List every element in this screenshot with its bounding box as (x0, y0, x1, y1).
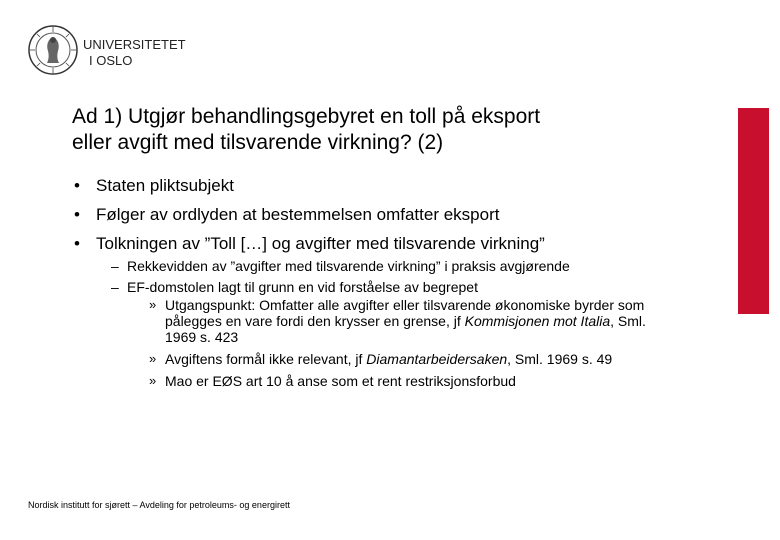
nested-text: , Sml. 1969 s. 423 (165, 313, 646, 345)
university-seal-icon (27, 24, 79, 76)
university-name (83, 37, 186, 69)
dash-marker: – (111, 258, 119, 274)
bullet-item: • Tolkningen av ”Toll […] og avgifter med tilsvarende virkning” (72, 229, 732, 258)
nested-bullet-item (149, 351, 671, 367)
chevron-marker: » (149, 373, 157, 388)
sub-bullet-item (111, 258, 671, 274)
nested-bullet-item (149, 297, 671, 345)
bullet-item: • Staten pliktsubjekt (72, 171, 732, 200)
slide-title (72, 104, 712, 156)
title-line1: Ad 1) Utgjør behandlingsgebyret en toll på eksport (72, 105, 541, 128)
nested-bullet-list (127, 297, 671, 389)
nested-text: , Sml. 1969 s. 49 (507, 351, 613, 367)
nested-text: Utgangspunkt: Omfatter alle avgifter eller tilsvarende økonomiske byrder som pålegges en vare fordi den krysser en grense, jf (165, 297, 645, 329)
slide-footer: Nordisk institutt for sjørett – Avdeling for petroleums- og energirett (28, 500, 290, 510)
case-name: Diamantarbeidersaken (366, 351, 508, 367)
university-name-line2: I OSLO (89, 53, 133, 68)
case-name: Kommisjonen mot Italia (464, 313, 611, 329)
chevron-marker: » (149, 351, 157, 366)
nested-text: Avgiftens formål ikke relevant, jf (165, 351, 367, 367)
nested-bullet-item (149, 373, 671, 389)
chevron-marker: » (149, 297, 157, 312)
title-line2: eller avgift med tilsvarende virkning? (2) (72, 131, 444, 154)
sub-bullet-item (111, 279, 671, 389)
nested-text: Mao er EØS art 10 å anse som et rent restriksjonsforbud (165, 373, 516, 389)
bullet-item: • Følger av ordlyden at bestemmelsen omfatter eksport (72, 200, 732, 229)
accent-bar (738, 108, 769, 314)
sub-bullet-list (111, 258, 671, 395)
bullet-list (72, 171, 732, 258)
sub-bullet-text: Rekkevidden av ”avgifter med tilsvarende virkning” i praksis avgjørende (127, 258, 570, 274)
dash-marker: – (111, 279, 119, 295)
university-name-line1: UNIVERSITETET (83, 37, 186, 52)
sub-bullet-text: EF-domstolen lagt til grunn en vid forståelse av begrepet (127, 279, 478, 295)
